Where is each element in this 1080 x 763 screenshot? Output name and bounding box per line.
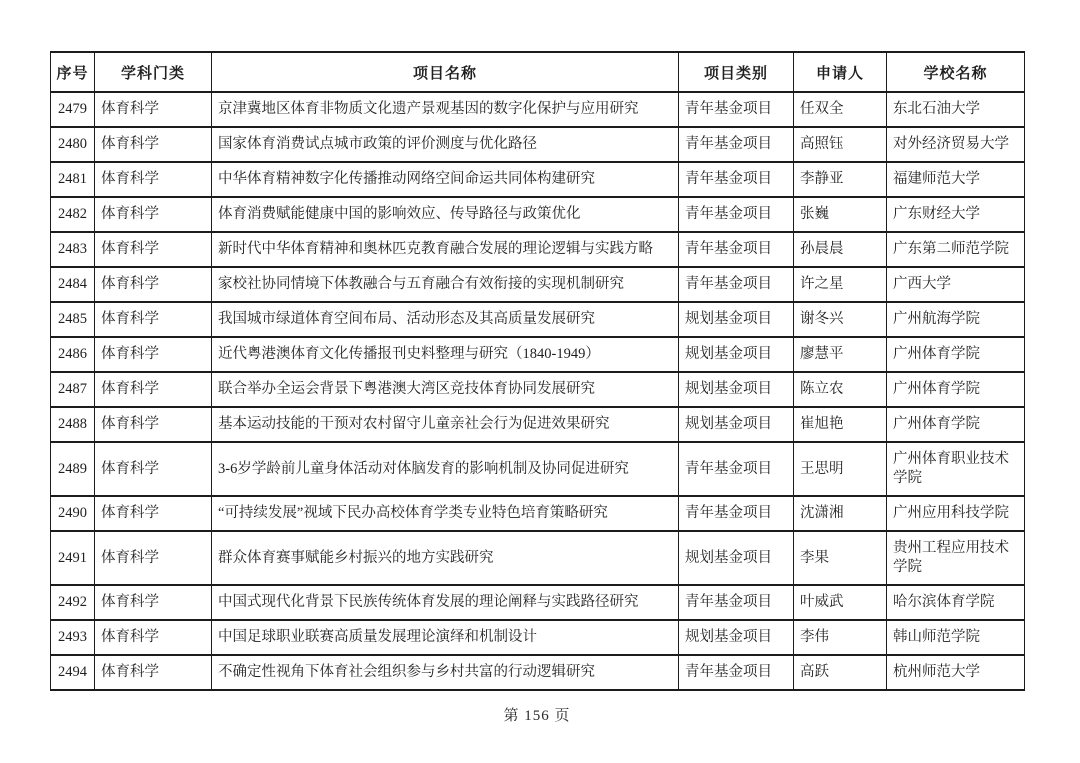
cell-applicant: 廖慧平: [794, 337, 887, 372]
table-row: [51, 620, 1025, 655]
cell-applicant: 李静亚: [794, 162, 887, 197]
cell-applicant: 李伟: [794, 620, 887, 655]
cell-discipline: 体育科学: [95, 655, 212, 690]
table-row: [51, 302, 1025, 337]
cell-discipline: 体育科学: [95, 337, 212, 372]
cell-school: 广东财经大学: [887, 197, 1025, 232]
cell-project-name: 体育消费赋能健康中国的影响效应、传导路径与政策优化: [212, 197, 679, 232]
cell-discipline: 体育科学: [95, 232, 212, 267]
cell-serial: 2491: [51, 531, 95, 585]
cell-school: 广州体育学院: [887, 337, 1025, 372]
table-row: [51, 197, 1025, 232]
cell-project-name: 3-6岁学龄前儿童身体活动对体脑发育的影响机制及协同促进研究: [212, 442, 679, 496]
cell-serial: 2485: [51, 302, 95, 337]
cell-project-name: 中国式现代化背景下民族传统体育发展的理论阐释与实践路径研究: [212, 585, 679, 620]
table-row: [51, 232, 1025, 267]
cell-discipline: 体育科学: [95, 620, 212, 655]
cell-serial: 2482: [51, 197, 95, 232]
cell-project-name: 京津冀地区体育非物质文化遗产景观基因的数字化保护与应用研究: [212, 92, 679, 127]
cell-applicant: 李果: [794, 531, 887, 585]
cell-school: 贵州工程应用技术学院: [887, 531, 1025, 585]
cell-applicant: 孙晨晨: [794, 232, 887, 267]
cell-project-type: 青年基金项目: [679, 232, 794, 267]
cell-school: 杭州师范大学: [887, 655, 1025, 690]
cell-project-name: 中国足球职业联赛高质量发展理论演绎和机制设计: [212, 620, 679, 655]
cell-applicant: 任双全: [794, 92, 887, 127]
table-row: [51, 337, 1025, 372]
table-row: [51, 531, 1025, 585]
cell-project-type: 青年基金项目: [679, 585, 794, 620]
cell-applicant: 王思明: [794, 442, 887, 496]
cell-project-name: 国家体育消费试点城市政策的评价测度与优化路径: [212, 127, 679, 162]
cell-school: 东北石油大学: [887, 92, 1025, 127]
table-row: [51, 496, 1025, 531]
table-row: [51, 162, 1025, 197]
cell-project-name: “可持续发展”视域下民办高校体育学类专业特色培育策略研究: [212, 496, 679, 531]
cell-serial: 2493: [51, 620, 95, 655]
cell-school: 广州应用科技学院: [887, 496, 1025, 531]
cell-school: 广西大学: [887, 267, 1025, 302]
cell-project-type: 规划基金项目: [679, 372, 794, 407]
cell-serial: 2483: [51, 232, 95, 267]
cell-serial: 2488: [51, 407, 95, 442]
cell-project-type: 规划基金项目: [679, 337, 794, 372]
cell-school: 广州体育学院: [887, 372, 1025, 407]
table-row: [51, 442, 1025, 496]
cell-project-type: 规划基金项目: [679, 620, 794, 655]
cell-school: 广州航海学院: [887, 302, 1025, 337]
cell-project-type: 青年基金项目: [679, 267, 794, 302]
header-project-name: 项目名称: [212, 52, 679, 92]
cell-project-type: 青年基金项目: [679, 655, 794, 690]
cell-school: 广州体育学院: [887, 407, 1025, 442]
cell-serial: 2487: [51, 372, 95, 407]
cell-school: 广州体育职业技术学院: [887, 442, 1025, 496]
cell-serial: 2492: [51, 585, 95, 620]
cell-project-name: 中华体育精神数字化传播推动网络空间命运共同体构建研究: [212, 162, 679, 197]
cell-school: 对外经济贸易大学: [887, 127, 1025, 162]
cell-discipline: 体育科学: [95, 302, 212, 337]
cell-applicant: 叶威武: [794, 585, 887, 620]
cell-project-type: 规划基金项目: [679, 531, 794, 585]
header-discipline-category: 学科门类: [95, 52, 212, 92]
cell-serial: 2479: [51, 92, 95, 127]
table-row: [51, 267, 1025, 302]
grant-projects-table: [50, 51, 1025, 691]
cell-applicant: 高照钰: [794, 127, 887, 162]
cell-project-name: 联合举办全运会背景下粤港澳大湾区竞技体育协同发展研究: [212, 372, 679, 407]
cell-project-name: 我国城市绿道体育空间布局、活动形态及其高质量发展研究: [212, 302, 679, 337]
cell-discipline: 体育科学: [95, 531, 212, 585]
cell-serial: 2481: [51, 162, 95, 197]
cell-school: 韩山师范学院: [887, 620, 1025, 655]
cell-discipline: 体育科学: [95, 267, 212, 302]
cell-school: 哈尔滨体育学院: [887, 585, 1025, 620]
cell-applicant: 崔旭艳: [794, 407, 887, 442]
header-school-name: 学校名称: [887, 52, 1025, 92]
table-row: [51, 92, 1025, 127]
cell-serial: 2489: [51, 442, 95, 496]
cell-project-name: 基本运动技能的干预对农村留守儿童亲社会行为促进效果研究: [212, 407, 679, 442]
table-row: [51, 585, 1025, 620]
cell-project-name: 家校社协同情境下体教融合与五育融合有效衔接的实现机制研究: [212, 267, 679, 302]
cell-discipline: 体育科学: [95, 162, 212, 197]
cell-applicant: 张巍: [794, 197, 887, 232]
cell-discipline: 体育科学: [95, 407, 212, 442]
cell-discipline: 体育科学: [95, 372, 212, 407]
cell-applicant: 高跃: [794, 655, 887, 690]
table-row: [51, 655, 1025, 690]
cell-school: 广东第二师范学院: [887, 232, 1025, 267]
cell-project-type: 青年基金项目: [679, 496, 794, 531]
cell-serial: 2486: [51, 337, 95, 372]
cell-project-type: 青年基金项目: [679, 442, 794, 496]
cell-applicant: 谢冬兴: [794, 302, 887, 337]
cell-project-type: 青年基金项目: [679, 92, 794, 127]
cell-project-name: 不确定性视角下体育社会组织参与乡村共富的行动逻辑研究: [212, 655, 679, 690]
cell-project-type: 青年基金项目: [679, 162, 794, 197]
cell-applicant: 许之星: [794, 267, 887, 302]
cell-discipline: 体育科学: [95, 197, 212, 232]
cell-discipline: 体育科学: [95, 442, 212, 496]
cell-serial: 2494: [51, 655, 95, 690]
cell-serial: 2484: [51, 267, 95, 302]
document-page: [50, 51, 1024, 725]
cell-discipline: 体育科学: [95, 585, 212, 620]
cell-discipline: 体育科学: [95, 127, 212, 162]
cell-discipline: 体育科学: [95, 92, 212, 127]
cell-project-name: 近代粤港澳体育文化传播报刊史料整理与研究（1840-1949）: [212, 337, 679, 372]
cell-project-name: 群众体育赛事赋能乡村振兴的地方实践研究: [212, 531, 679, 585]
table-header-row: [51, 52, 1025, 92]
cell-project-type: 青年基金项目: [679, 127, 794, 162]
page-number: 第 156 页: [503, 708, 571, 724]
header-serial-number: 序号: [51, 52, 95, 92]
cell-school: 福建师范大学: [887, 162, 1025, 197]
cell-discipline: 体育科学: [95, 496, 212, 531]
cell-applicant: 陈立农: [794, 372, 887, 407]
table-row: [51, 372, 1025, 407]
cell-project-name: 新时代中华体育精神和奥林匹克教育融合发展的理论逻辑与实践方略: [212, 232, 679, 267]
cell-applicant: 沈潇湘: [794, 496, 887, 531]
cell-project-type: 规划基金项目: [679, 302, 794, 337]
cell-serial: 2490: [51, 496, 95, 531]
cell-project-type: 规划基金项目: [679, 407, 794, 442]
cell-project-type: 青年基金项目: [679, 197, 794, 232]
cell-serial: 2480: [51, 127, 95, 162]
header-applicant: 申请人: [794, 52, 887, 92]
header-project-type: 项目类别: [679, 52, 794, 92]
table-row: [51, 127, 1025, 162]
table-row: [51, 407, 1025, 442]
